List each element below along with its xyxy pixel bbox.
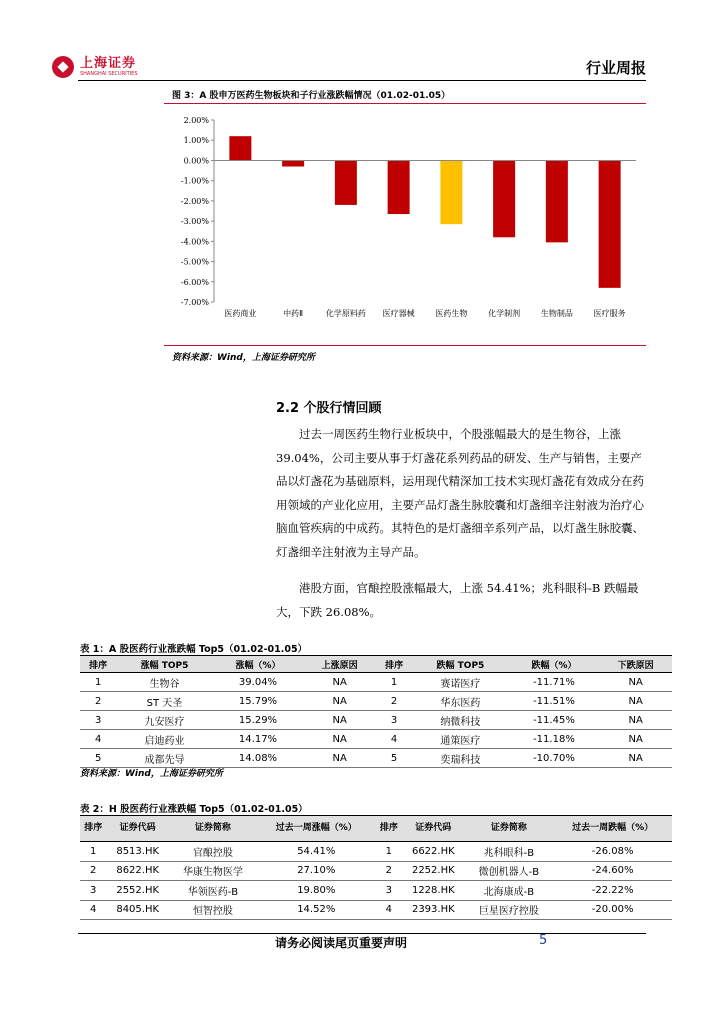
table-cell: 4	[80, 900, 106, 920]
table-cell: 1	[376, 673, 412, 692]
column-header: 证券简称	[169, 816, 257, 842]
page-header	[0, 0, 724, 80]
table-cell: 4	[376, 730, 412, 749]
column-header: 证券代码	[106, 816, 169, 842]
x-tick-label: 化学原料药	[325, 309, 366, 318]
table1	[80, 655, 672, 768]
table-cell: 8405.HK	[106, 900, 169, 920]
table-cell: 通策医疗	[412, 730, 508, 749]
column-header: 排序	[80, 656, 116, 673]
x-tick-label: 中药Ⅱ	[283, 309, 304, 318]
table-cell: 14.17%	[213, 730, 304, 749]
y-tick-label: -1.00%	[180, 176, 209, 186]
bar-4	[388, 160, 410, 214]
y-tick-label: -7.00%	[180, 298, 209, 307]
table-cell: 生物谷	[116, 673, 212, 692]
column-header: 排序	[376, 656, 412, 673]
paragraph-1: 过去一周医药生物行业板块中，个股涨幅最大的是生物谷，上涨 39.04%，公司主要从事于灯盏花系列药品的研发、生产与销售，主要产品以灯盏花为基础原料，运用现代精深加工技术实现灯盏花有效成分在药用领域的产业化应用，主要产品灯盏生脉胶囊和灯盏细辛注射液为治疗心脑血管疾病的中成药。其特色的是灯盏细辛系列产品，以灯盏生脉胶囊、灯盏细辛注射液为主导产品。	[276, 427, 644, 559]
table-cell: -11.45%	[509, 711, 600, 730]
figure-source: 资料来源：Wind，上海证券研究所	[172, 353, 315, 363]
doc-type: 行业周报	[585, 59, 646, 77]
table-cell: NA	[303, 730, 376, 749]
table1-source: 资料来源：Wind，上海证券研究所	[80, 769, 223, 779]
y-tick-label: 1.00%	[183, 136, 209, 146]
table-cell: 成都先导	[116, 749, 212, 768]
table-cell: 纳微科技	[412, 711, 508, 730]
logo-en: SHANGHAI SECURITIES	[80, 71, 138, 77]
table-cell: 兆科眼科-B	[465, 842, 554, 862]
table-row	[80, 881, 672, 901]
column-header: 过去一周跌幅（%）	[553, 816, 672, 842]
figure-top-rule	[164, 103, 646, 104]
footer-notice: 请务必阅读尾页重要声明	[275, 936, 408, 950]
column-header: 涨幅（%）	[213, 656, 304, 673]
table-cell: 2393.HK	[402, 900, 465, 920]
table-cell: -24.60%	[553, 861, 672, 881]
table-row	[80, 842, 672, 862]
bar-5	[440, 160, 462, 224]
table-cell: 奕瑞科技	[412, 749, 508, 768]
table-row	[80, 900, 672, 920]
table-cell: 巨星医疗控股	[465, 900, 554, 920]
table2-title: 表 2：H 股医药行业涨跌幅 Top5（01.02-01.05）	[80, 804, 308, 815]
table-cell: 官酿控股	[169, 842, 257, 862]
table-cell: 5	[80, 749, 116, 768]
table-cell: NA	[599, 692, 672, 711]
table-cell: -11.18%	[509, 730, 600, 749]
table-cell: 恒智控股	[169, 900, 257, 920]
table-cell: 2552.HK	[106, 881, 169, 901]
table-cell: 启迪药业	[116, 730, 212, 749]
table-cell: 微创机器人-B	[465, 861, 554, 881]
bar-6	[493, 160, 515, 237]
column-header: 跌幅 TOP5	[412, 656, 508, 673]
x-tick-label: 医疗服务	[593, 309, 626, 318]
logo-icon	[52, 56, 74, 78]
x-tick-label: 生物制品	[540, 309, 573, 318]
table-cell: -11.51%	[509, 692, 600, 711]
bar-chart	[164, 108, 646, 338]
table-row	[80, 711, 672, 730]
table-cell: 15.79%	[213, 692, 304, 711]
table-cell: 1228.HK	[402, 881, 465, 901]
bar-1	[229, 136, 251, 160]
x-tick-label: 医疗器械	[382, 309, 415, 318]
table-cell: 3	[376, 881, 402, 901]
table-row	[80, 673, 672, 692]
table-cell: -20.00%	[553, 900, 672, 920]
column-header: 跌幅（%）	[509, 656, 600, 673]
table-cell: 39.04%	[213, 673, 304, 692]
y-tick-label: 2.00%	[183, 116, 209, 125]
column-header: 排序	[80, 816, 106, 842]
y-tick-label: -2.00%	[180, 196, 209, 206]
y-tick-label: 0.00%	[183, 156, 209, 166]
table-cell: 北海康成-B	[465, 881, 554, 901]
company-logo	[52, 56, 138, 78]
column-header: 涨幅 TOP5	[116, 656, 212, 673]
table-cell: 19.80%	[257, 881, 376, 901]
table-cell: -10.70%	[509, 749, 600, 768]
table-cell: NA	[599, 749, 672, 768]
header-divider	[78, 80, 646, 81]
table-cell: 2	[80, 692, 116, 711]
table-cell: 3	[80, 711, 116, 730]
table-cell: NA	[599, 673, 672, 692]
table-cell: 4	[376, 900, 402, 920]
table-cell: NA	[303, 692, 376, 711]
table-cell: 6622.HK	[402, 842, 465, 862]
table-row	[80, 861, 672, 881]
table-cell: 3	[376, 711, 412, 730]
table-cell: 华领医药-B	[169, 881, 257, 901]
table-cell: 1	[376, 842, 402, 862]
page-number: 5	[539, 933, 548, 948]
paragraph-2: 港股方面，官酿控股涨幅最大，上涨 54.41%；兆科眼科-B 跌幅最大，下跌 26.08%。	[276, 581, 639, 619]
table-cell: NA	[303, 673, 376, 692]
table-cell: 九安医疗	[116, 711, 212, 730]
table-cell: 2	[80, 861, 106, 881]
y-tick-label: -6.00%	[180, 277, 209, 287]
table-cell: -11.71%	[509, 673, 600, 692]
bar-3	[335, 160, 357, 204]
column-header: 证券代码	[402, 816, 465, 842]
table-cell: 华东医药	[412, 692, 508, 711]
table-row	[80, 749, 672, 768]
table-cell: 14.08%	[213, 749, 304, 768]
table2	[80, 815, 672, 920]
table-cell: 4	[80, 730, 116, 749]
table-cell: 1	[80, 842, 106, 862]
table-row	[80, 730, 672, 749]
table-cell: 8622.HK	[106, 861, 169, 881]
table-cell: -26.08%	[553, 842, 672, 862]
table-cell: 27.10%	[257, 861, 376, 881]
table-row	[80, 692, 672, 711]
bar-2	[282, 160, 304, 166]
table-cell: 赛诺医疗	[412, 673, 508, 692]
table-cell: 15.29%	[213, 711, 304, 730]
column-header: 排序	[376, 816, 402, 842]
table-cell: 2	[376, 692, 412, 711]
section-title: 2.2 个股行情回顾	[276, 401, 382, 416]
bar-8	[599, 160, 621, 287]
table-cell: 1	[80, 673, 116, 692]
figure-title: 图 3：A 股申万医药生物板块和子行业涨跌幅情况（01.02-01.05）	[172, 91, 451, 101]
table-cell: NA	[599, 730, 672, 749]
column-header: 下跌原因	[599, 656, 672, 673]
table-cell: NA	[599, 711, 672, 730]
table-cell: 2	[376, 861, 402, 881]
table-cell: 2252.HK	[402, 861, 465, 881]
table-cell: -22.22%	[553, 881, 672, 901]
table-cell: 5	[376, 749, 412, 768]
table1-title: 表 1：A 股医药行业涨跌幅 Top5（01.02-01.05）	[80, 644, 308, 655]
logo-cn: 上海证券	[80, 56, 137, 71]
table-cell: 3	[80, 881, 106, 901]
column-header: 上涨原因	[303, 656, 376, 673]
figure-bottom-rule	[164, 345, 646, 346]
table-cell: NA	[303, 749, 376, 768]
x-tick-label: 医药生物	[435, 309, 468, 318]
y-tick-label: -3.00%	[180, 217, 209, 227]
table-cell: 54.41%	[257, 842, 376, 862]
y-tick-label: -5.00%	[180, 257, 209, 267]
table-cell: 8513.HK	[106, 842, 169, 862]
x-tick-label: 化学制剂	[488, 309, 521, 318]
y-tick-label: -4.00%	[180, 237, 209, 247]
table-cell: 14.52%	[257, 900, 376, 920]
x-tick-label: 医药商业	[224, 309, 257, 318]
table-cell: ST 天圣	[116, 692, 212, 711]
table-cell: 华康生物医学	[169, 861, 257, 881]
bar-7	[546, 160, 568, 242]
column-header: 过去一周涨幅（%）	[257, 816, 376, 842]
table-cell: NA	[303, 711, 376, 730]
column-header: 证券简称	[465, 816, 554, 842]
